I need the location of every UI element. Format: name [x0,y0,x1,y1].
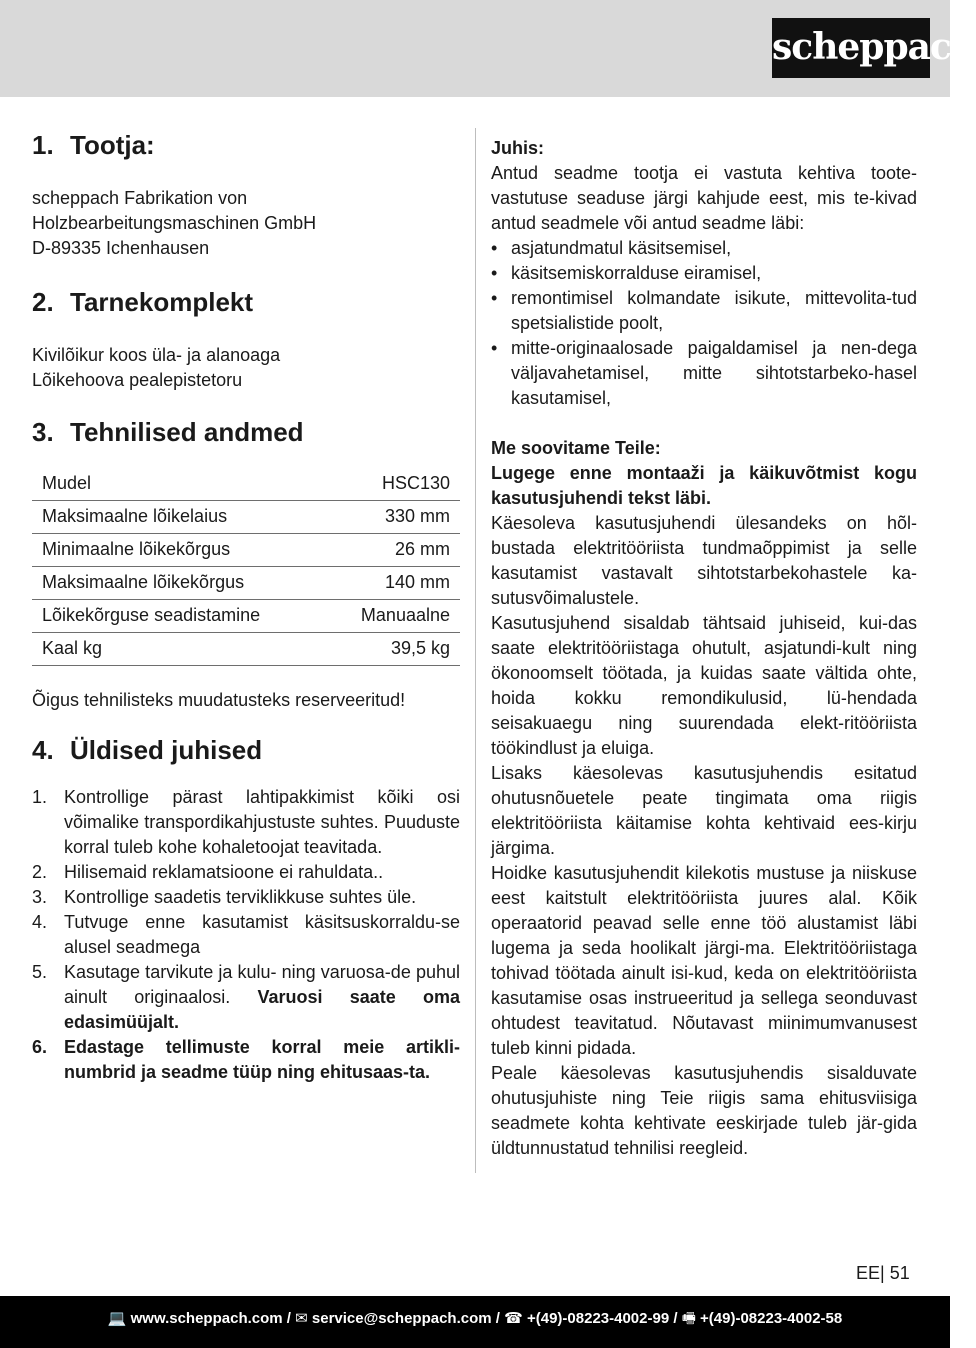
list-item: 6. Edastage tellimuste korral meie artikli-numbrid ja seadme tüüp ning ehitusaas-ta. [32,1036,460,1082]
table-row: Maksimaalne lõikekõrgus 140 mm [32,566,460,599]
list-item: 5. Kasutage tarvikute ja kulu- ning varuosa-de puhul ainult originaalosi. Varuosi saate oma edasimüüjalt. [32,961,460,1032]
paragraph: Hoidke kasutusjuhendit kilekotis mustuse ja niiskuse eest kaitstult elektritööriista juures alal. Kõik operaatorid peavad selle enne töö alustamist läbi lugema ja seda hoolikalt järgi-ma. Elektritööriistaga tohivad töötada ainult isi-kud, keda on elektritööriista kasutamise osas instrueeritud ja sellega seonduvast ohtudest teavitatud. Nõutavast miinimumvanusest tuleb kinni pidada. [491,863,917,1058]
left-column [32,128,460,1085]
paragraph: Käesoleva kasutusjuhendi ülesandeks on hõl-bustada elektritööriista tundmaõppimist ja selle kasutamist vastavalt sihtotstarbekohastele ka-sutusvõimalustele. [491,513,917,608]
column-divider [475,128,476,1173]
right-column [491,136,917,1161]
list-item: 2. Hilisemaid reklamatsioone ei rahuldata.. [32,861,384,882]
email-link[interactable]: service@scheppach.com [311,1310,492,1327]
delivery-contents: Kivilõikur koos üla- ja alanoaga Lõikehoova pealepistetoru [32,345,281,390]
note-title: Juhis: [491,138,545,158]
section-heading-delivery: 2. Tarnekomplekt [32,287,254,317]
page-number: EE| 51 [856,1263,910,1283]
recommendation-text: Lugege enne montaaži ja käikuvõtmist kogu kasutusjuhendi tekst läbi. [491,463,917,508]
table-row: Lõikekõrguse seadistamine Manuaalne [32,599,460,632]
fax-number: +(49)-08223-4002-58 [700,1310,843,1327]
table-row: Minimaalne lõikekõrgus 26 mm [32,533,460,566]
section-heading-manufacturer: 1. Tootja: [32,130,155,160]
section-heading-general-instructions: 4. Üldised juhised [32,734,263,765]
phone-number: +(49)-08223-4002-99 [526,1310,670,1327]
fax-icon: 🖷 [681,1310,696,1327]
list-item: 3. Kontrollige saadetis terviklikkuse suhtes üle. [32,886,417,907]
liability-list [491,236,917,411]
paragraph: Peale käesolevas kasutusjuhendis sisalduvate ohutusjuhiste ning Teie riigis sama ehitusviisiga seadmete kohta kehtivate eeskirjade tuleb jär-gida üldtunnustatud tehnilisi reegleid. [491,1063,917,1158]
scheppach-logo: scheppach [772,18,930,78]
email-icon: ✉ [295,1310,308,1327]
note-text: Antud seadme tootja ei vastuta kehtiva toote-vastutuse seaduse järgi kahjude eest, mis te-kivad antud seadmele või antud seadme läbi: [491,163,917,233]
recommendation-title: Me soovitame Teile: [491,438,661,458]
phone-icon: ☎ [504,1310,523,1327]
list-item: • remontimisel kolmandate isikute, mittevolita-tud spetsialistide poolt, [491,288,917,333]
footer-bar [0,1296,950,1348]
general-instructions-list [32,785,460,1085]
table-row: Maksimaalne lõikelaius 330 mm [32,500,460,533]
paragraph: Lisaks käesolevas kasutusjuhendis esitatud ohutusnõuetele peate tingimata oma riigis elektritööriista käitamise kohta kehtivaid ees-kirju järgima. [491,763,917,858]
list-item: 1. Kontrollige pärast lahtipakkimist kõiki osi võimalike transpordikahjustuste suhtes. Puuduste korral tuleb kohe kohaletoojat teavitada. [32,786,460,857]
list-item: • mitte-originaalosade paigaldamisel ja nen-dega väljavahetamisel, mitte sihtotstarbeko-hasel kasutamisel, [491,338,917,408]
list-item: • asjatundmatul käsitsemisel, [491,238,732,258]
website-link[interactable]: www.scheppach.com [130,1310,283,1327]
manufacturer-address: scheppach Fabrikation von Holzbearbeitungsmaschinen GmbH D-89335 Ichenhausen [32,188,317,258]
computer-icon: 💻 [107,1310,127,1327]
table-row: Kaal kg 39,5 kg [32,632,460,665]
list-item: • käsitsemiskorralduse eiramisel, [491,263,762,283]
contact-line: 💻 www.scheppach.com / ✉ service@scheppach.com / ☎ +(49)-08223-4002-99 / 🖷 +(49)-08223-4002-58 [107,1310,843,1327]
table-row: Mudel HSC130 [32,467,460,500]
list-item: 4. Tutvuge enne kasutamist käsitsuskorraldu-se alusel seadmega [32,911,460,957]
section-heading-technical-data: 3. Tehnilised andmed [32,417,304,447]
technical-changes-note: Õigus tehnilisteks muudatusteks reserveeritud! [32,689,406,710]
header-band [0,0,976,97]
paragraph: Kasutusjuhend sisaldab tähtsaid juhiseid, kui-das saate elektritööriistaga ohutult, asjatundi-kult ning ökonoomselt töötada, ja kuidas saate vältida ohte, hoida kokku remondikulusid, lü-hendada seisakuaegu ning suurendada elekt-ritööriista töökindlust ja eluiga. [491,613,917,758]
technical-data-table [32,467,460,666]
